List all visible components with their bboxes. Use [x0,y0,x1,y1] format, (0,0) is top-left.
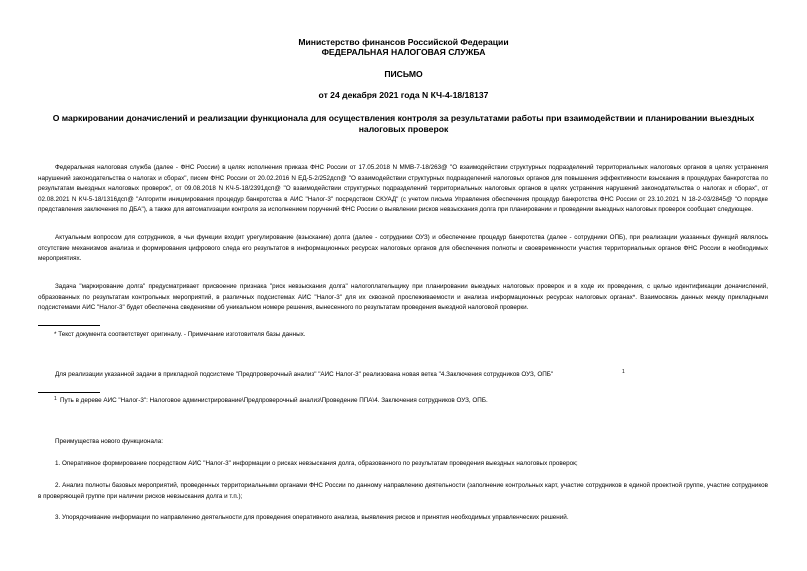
list-item-3: 3. Упорядочивание информации по направлению деятельности для проведения оперативного анализа, выявления рисков и принятия необходимых управленческих решений. [55,514,569,521]
ministry-heading: Министерство финансов Российской Федерации [298,37,509,47]
paragraph-2: Актуальным вопросом для сотрудников, в чьи функции входит урегулирование (взыскание) долга (далее - сотрудники ОУЗ) и обеспечение процедур банкротства (далее - сотрудники ОПБ), при реализации указанных функций являлось отсутствие механизмов анализа и формирования цифрового следа его результатов в информационных ресурсах налоговых органов для обеспечения полноты и своевременности участия территориальных органов ФНС России в необходимых мероприятиях. [38,234,768,262]
footnote-1: * Текст документа соответствует оригиналу. - Примечание изготовителя базы данных. [54,331,306,338]
list-item-2: 2. Анализ полноты базовых мероприятий, проведенных территориальными органами ФНС России по данному направлению деятельности (заполнение контрольных карт, участие сотрудников в единой проектной группе, участие сотрудников в проверяющей группе при наличии рисков невзыскания долга и т.п.); [38,482,768,500]
footnote-2-marker: 1 [54,396,57,402]
footnote-divider-2 [38,392,100,393]
service-heading: ФЕДЕРАЛЬНАЯ НАЛОГОВАЯ СЛУЖБА [321,47,486,57]
doc-title-line2: налоговых проверок [358,124,449,134]
paragraph-5: Преимущества нового функционала: [55,438,163,445]
doc-type: ПИСЬМО [384,69,423,79]
footnote-divider [38,325,100,326]
footnote-marker: 1 [622,369,625,375]
paragraph-3: Задача "маркирование долга" предусматривает присвоение признака "риск невзыскания долга" налогоплательщику при планировании выездных налоговых проверок и в ходе их проведения, с целью идентификации доначислений, образованных по результатам контрольных мероприятий, в различных подсистемах АИС "Налог-3" для их сквозной прослеживаемости и анализа информационных ресурсах налоговых органах*. Взаимосвязь данных между прикладными подсистемами АИС "Налог-3" будет обеспечена сведениями об уникальном номере решения, вынесенного по результатам проведения выездной налоговой проверки. [38,283,768,311]
paragraph-1: Федеральная налоговая служба (далее - ФНС России) в целях исполнения приказа ФНС России от 17.05.2018 N ММВ-7-18/263@ "О взаимодействии структурных подразделений территориальных налоговых органов в целях устранения нарушений законодательства о налогах и сборах", писем ФНС России от 20.02.2016 N ЕД-5-2/252дсп@ "О взаимодействии структурных подразделений налоговых органов для повышения эффективности взыскания в процедурах банкротства по результатам выездных налоговых проверок", от 09.08.2018 N КЧ-5-18/2391дсп@ "О взаимодействии структурных подразделений территориальных налоговых органов в целях устранения нарушений законодательства о налогах и сборах", от 02.08.2021 N КЧ-5-18/1316дсп@ "Алгоритм инициирования процедур банкротства в АИС "Налог-3" посредством СКУАД" (с учетом письма Управления обеспечения процедур банкротства ФНС России от 23.10.2021 N 18-2-03/2845@ "О порядке представления заключения по ДБА"), а также для автоматизации контроля за исполнением поручений ФНС России о выявлении рисков невзыскания долга при планировании и проведении выездных налоговых проверок сообщает следующее. [38,164,768,213]
doc-title-line1: О маркировании доначислений и реализации функционала для осуществления контроля за результатами работы при взаимодействии и планировании выездных [52,113,755,123]
footnote-2: Путь в дереве АИС "Налог-3": Налоговое администрирование\Предпроверочный анализ\Проведение ППА\4. Заключения сотрудников ОУЗ, ОПБ. [60,397,488,404]
doc-date-number: от 24 декабря 2021 года N КЧ-4-18/18137 [318,90,489,100]
list-item-1: 1. Оперативное формирование посредством АИС "Налог-3" информации о рисках невзыскания долга, образованного по результатам проведения выездных налоговых проверок; [55,460,578,467]
paragraph-4: Для реализации указанной задачи в прикладной подсистеме "Предпроверочный анализ" "АИС Налог-3" реализована новая ветка "4.Заключения сотрудников ОУЗ, ОПБ" [55,371,554,378]
